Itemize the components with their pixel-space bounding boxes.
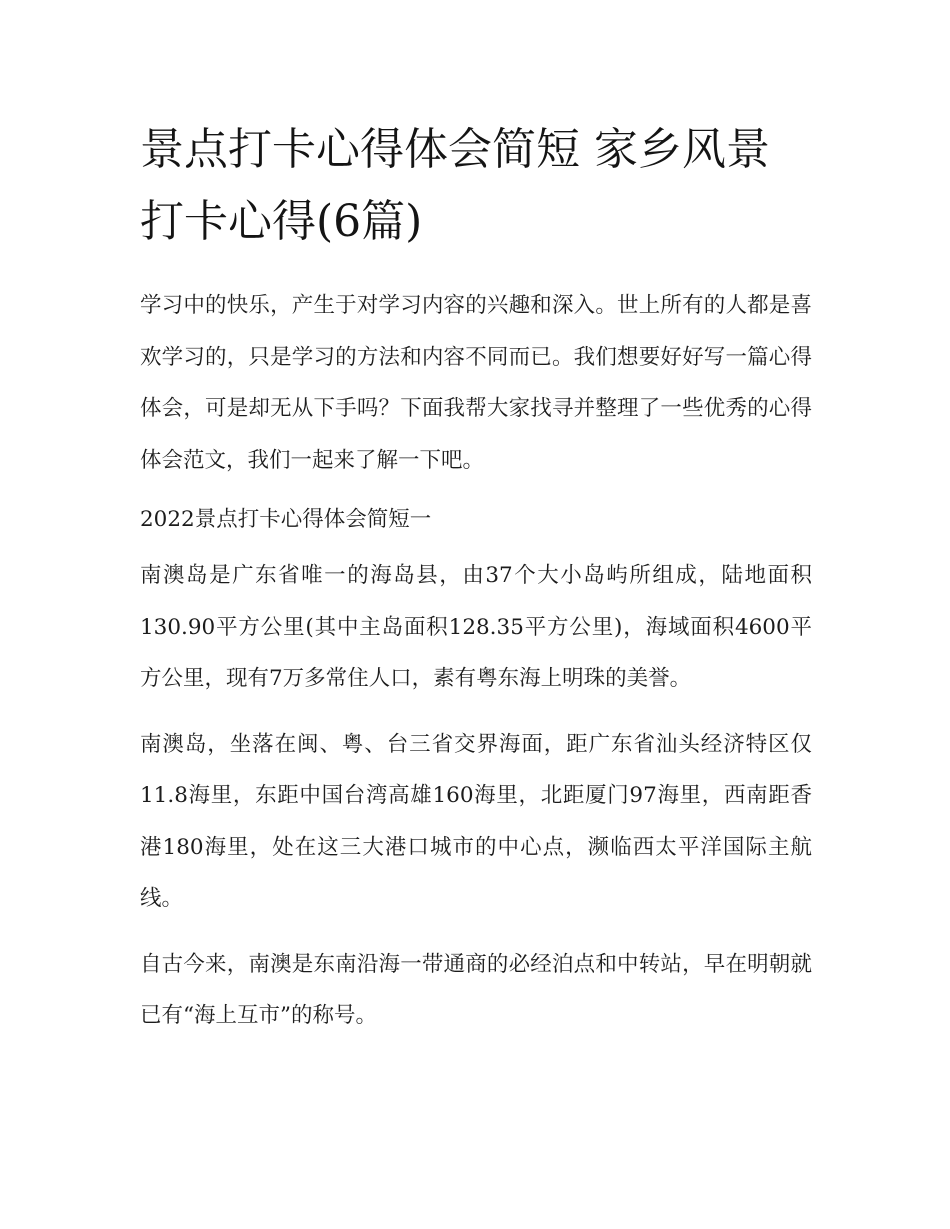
section-heading: 2022景点打卡心得体会简短一 [140,507,432,532]
body-paragraph: 自古今来，南澳是东南沿海一带通商的必经泊点和中转站，早在明朝就已有“海上互市”的称号。 [140,951,812,1028]
body-paragraph: 南澳岛是广东省唯一的海岛县，由37个大小岛屿所组成，陆地面积130.90平方公里(其中主岛面积128.35平方公里)，海域面积4600平方公里，现有7万多常住人口，素有粤东海上明珠的美誉。 [140,563,812,691]
intro-paragraph: 学习中的快乐，产生于对学习内容的兴趣和深入。世上所有的人都是喜欢学习的，只是学习的方法和内容不同而已。我们想要好好写一篇心得体会，可是却无从下手吗？下面我帮大家找寻并整理了一些优秀的心得体会范文，我们一起来了解一下吧。 [140,293,812,473]
document-title: 景点打卡心得体会简短 家乡风景打卡心得(6篇) [140,124,770,247]
document-body [140,114,812,1056]
body-paragraph: 南澳岛，坐落在闽、粤、台三省交界海面，距广东省汕头经济特区仅11.8海里，东距中国台湾高雄160海里，北距厦门97海里，西南距香港180海里，处在这三大港口城市的中心点，濒临西太平洋国际主航线。 [140,731,812,911]
